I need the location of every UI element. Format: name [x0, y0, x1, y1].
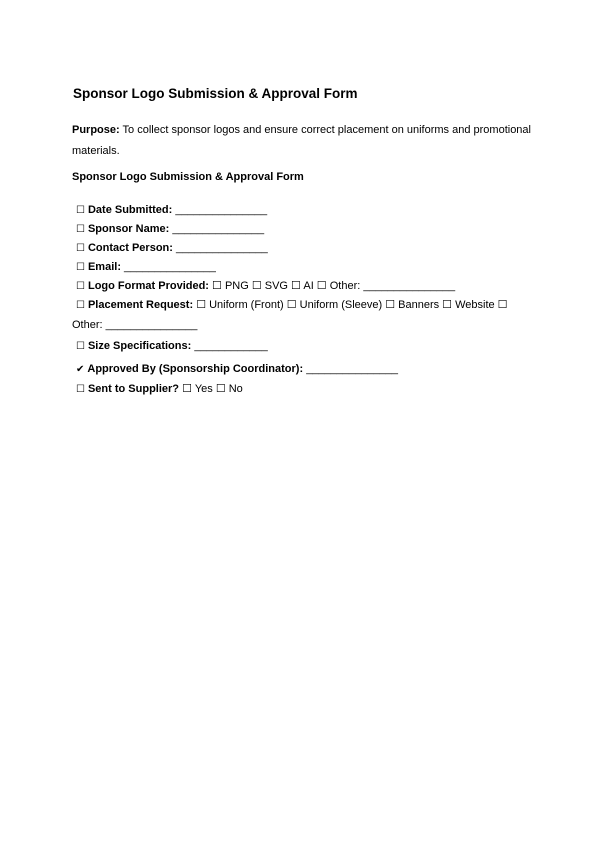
approved-field[interactable]: _______________ — [306, 363, 398, 375]
placement-checkbox-icon[interactable]: ☐ — [76, 300, 85, 311]
form-title: Sponsor Logo Submission & Approval Form — [73, 86, 358, 101]
logo-format-line — [76, 278, 455, 295]
date-checkbox-icon[interactable]: ☐ — [76, 205, 85, 216]
size-spec-line — [76, 338, 268, 355]
contact-label: Contact Person: — [87, 242, 173, 254]
contact-person-line — [76, 240, 268, 257]
sent-options[interactable]: ☐ Yes ☐ No — [182, 383, 243, 395]
logo-format-checkbox-icon[interactable]: ☐ — [76, 281, 85, 292]
placement-request-line — [76, 297, 508, 314]
placement-label: Placement Request: — [87, 299, 194, 311]
sent-label: Sent to Supplier? — [87, 383, 180, 395]
sponsor-field[interactable]: _______________ — [172, 223, 265, 235]
form-subtitle: Sponsor Logo Submission & Approval Form — [72, 171, 304, 183]
email-label: Email: — [87, 261, 121, 273]
sponsor-checkbox-icon[interactable]: ☐ — [76, 224, 85, 235]
logo-format-options[interactable]: ☐ PNG ☐ SVG ☐ AI ☐ Other: _______________ — [212, 280, 456, 292]
placement-options[interactable]: ☐ Uniform (Front) ☐ Uniform (Sleeve) ☐ Banners ☐ Website ☐ — [196, 299, 508, 311]
contact-field[interactable]: _______________ — [176, 242, 268, 254]
purpose-paragraph — [72, 120, 532, 162]
email-field[interactable]: _______________ — [124, 261, 216, 273]
size-field[interactable]: ____________ — [194, 340, 268, 352]
email-checkbox-icon[interactable]: ☐ — [76, 262, 85, 273]
date-submitted-line — [76, 202, 267, 219]
sent-to-supplier-line — [76, 381, 243, 398]
sponsor-name-line — [76, 221, 264, 238]
purpose-label: Purpose: — [72, 124, 120, 136]
size-label: Size Specifications: — [87, 340, 192, 352]
email-line — [76, 259, 216, 276]
checkmark-icon: ✔ — [76, 364, 85, 375]
size-checkbox-icon[interactable]: ☐ — [76, 341, 85, 352]
contact-checkbox-icon[interactable]: ☐ — [76, 243, 85, 254]
purpose-text: To collect sponsor logos and ensure correct placement on uniforms and promotional materials. — [72, 124, 531, 157]
approved-label: Approved By (Sponsorship Coordinator): — [87, 363, 304, 375]
logo-format-label: Logo Format Provided: — [87, 280, 209, 292]
placement-other-line[interactable]: Other: _______________ — [72, 319, 198, 331]
approved-by-line — [76, 361, 398, 378]
sponsor-label: Sponsor Name: — [87, 223, 170, 235]
date-label: Date Submitted: — [87, 204, 173, 216]
date-field[interactable]: _______________ — [175, 204, 268, 216]
sent-checkbox-icon[interactable]: ☐ — [76, 384, 85, 395]
